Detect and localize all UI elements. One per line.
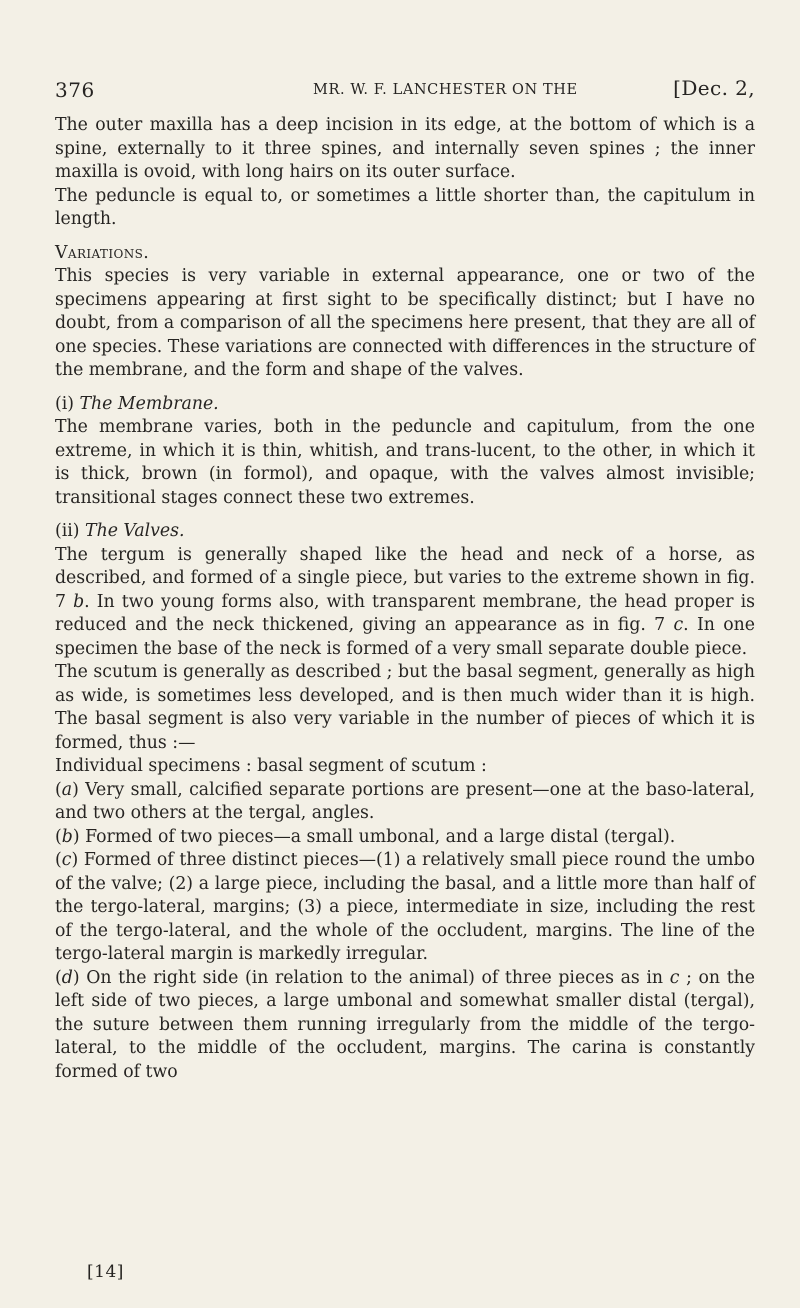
running-head	[55, 78, 755, 106]
page-number: 376	[55, 78, 95, 102]
paragraph: Individual specimens : basal segment of scutum :	[55, 756, 487, 776]
signature-mark: [14]	[87, 1262, 124, 1282]
list-item-a: (a) Very small, calcified separate portions are present—one at the baso-lateral, and two others at the tergal, angles.	[55, 779, 755, 823]
body-text	[55, 114, 755, 1084]
list-item-b: (b) Formed of two pieces—a small umbonal, and a large distal (tergal).	[55, 826, 676, 847]
subheading-number: (ii)	[55, 521, 80, 541]
paragraph: The peduncle is equal to, or sometimes a little shorter than, the capitulum in length.	[55, 185, 755, 229]
list-item-d: (d) On the right side (in relation to the animal) of three pieces as in c ; on the left side of two pieces, a large umbonal and somewhat smaller distal (tergal), the suture between them running irregularly from the middle of the tergo-lateral, to the middle of the occludent, margins. The carina is constantly formed of two	[55, 967, 756, 1082]
running-title: MR. W. F. LANCHESTER ON THE	[313, 82, 578, 98]
paragraph: The tergum is generally shaped like the head and neck of a horse, as described, and formed of a single piece, but varies to the extreme shown in fig. 7 b. In two young forms also, with transparent membrane, the head proper is reduced and the neck thickened, giving an appearance as in fig. 7 c. In one specimen the base of the neck is formed of a very small separate double piece.	[55, 544, 755, 659]
subheading-valves	[55, 520, 755, 544]
paragraph: The outer maxilla has a deep incision in its edge, at the bottom of which is a spine, externally to it three spines, and internally seven spines ; the inner maxilla is ovoid, with long hairs on its outer surface.	[55, 115, 755, 182]
section-heading-variations: Variations.	[55, 242, 150, 263]
subheading-number: (i)	[55, 393, 75, 414]
list-item-c: (c) Formed of three distinct pieces—(1) a relatively small piece round the umbo of the valve; (2) a large piece, including the basal, and a little more than half of the tergo-lateral, margins; (3) a piece, intermediate in size, including the rest of the tergo-lateral, and the whole of the occludent, margins. The line of the tergo-lateral margin is markedly irregular.	[55, 850, 755, 964]
subheading-title: The Membrane.	[79, 393, 219, 414]
paragraph: The membrane varies, both in the peduncle and capitulum, from the one extreme, in which it is thin, whitish, and trans-lucent, to the other, in which it is thick, brown (in formol), and opaque, with the valves almost invisible; transitional stages connect these two extremes.	[55, 417, 755, 508]
paragraph: The scutum is generally as described ; but the basal segment, generally as high as wide, is sometimes less developed, and is then much wider than it is high. The basal segment is also very variable in the number of pieces of which it is formed, thus :—	[55, 662, 755, 753]
subheading-membrane	[55, 393, 755, 417]
subheading-title: The Valves.	[85, 521, 185, 541]
paragraph: This species is very variable in external appearance, one or two of the specimens appearing at first sight to be specifically distinct; but I have no doubt, from a comparison of all the specimens here present, that they are all of one species. These variations are connected with differences in the structure of the membrane, and the form and shape of the valves.	[55, 266, 755, 380]
running-date: [Dec. 2,	[673, 76, 755, 100]
